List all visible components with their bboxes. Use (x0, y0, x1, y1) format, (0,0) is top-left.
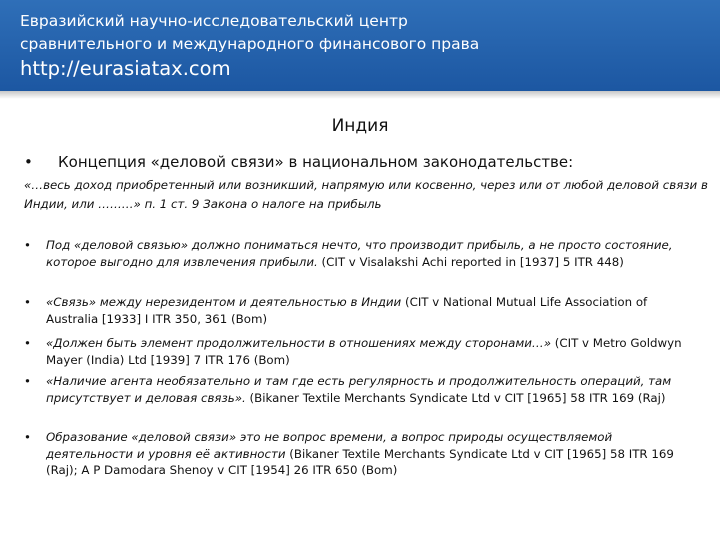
list-bullet: • (24, 336, 31, 350)
list-bullet: • (24, 238, 31, 252)
org-name-line-1: Евразийский научно-исследовательский центр (20, 12, 408, 30)
list-item-citation: (Bikaner Textile Merchants Syndicate Ltd v CIT [1965] 58 ITR 169 (Raj); A P Damodara Shenoy v CIT [1954] 26 ITR 650 (Bom) (46, 446, 674, 477)
list-bullet: • (24, 295, 31, 309)
list-item-citation: (Bikaner Textile Merchants Syndicate Ltd v CIT [1965] 58 ITR 169 (Raj) (245, 390, 666, 405)
list-item-italic: Образование «деловой связи» это не вопрос времени, а вопрос природы осуществляемой деятельности и уровня её активности (46, 430, 613, 461)
list-item-citation: (CIT v National Mutual Life Association of Australia [1933] I ITR 350, 361 (Bom) (46, 295, 648, 326)
website-url[interactable]: http://eurasiatax.com (20, 57, 231, 80)
list-item-italic: Под «деловой связью» должно пониматься нечто, что производит прибыль, а не просто состояние, которое выгодно для извлечения прибыли. (46, 238, 673, 269)
list-item-body (46, 429, 702, 479)
banner-shadow (0, 91, 720, 99)
list-item-citation: (CIT v Visalakshi Achi reported in [1937] 5 ITR 448) (317, 254, 624, 269)
list-item-italic: «Должен быть элемент продолжительности в отношениях между сторонами…» (46, 336, 552, 350)
list-item-italic: «Связь» между нерезидентом и деятельностью в Индии (46, 295, 402, 309)
list-bullet: • (24, 374, 31, 388)
list-item-body (46, 237, 702, 270)
org-name-line-2: сравнительного и международного финансового права (20, 35, 480, 53)
header-banner (0, 0, 720, 91)
list-item-italic: «Наличие агента необязательно и там где есть регулярность и продолжительность операций, там присутствует и деловая связь». (46, 374, 672, 405)
law-quote-text: «…весь доход приобретенный или возникший, напрямую или косвенно, через или от любой деловой связи в Индии, или ………» п. 1 ст. 9 Закона о налоге на прибыль (24, 178, 708, 211)
concept-heading (24, 153, 573, 171)
list-item-body (46, 294, 702, 327)
list-bullet: • (24, 430, 31, 444)
list-item-body (46, 335, 702, 368)
list-item-body (46, 373, 702, 406)
law-quote (24, 176, 714, 214)
concept-bullet: • (24, 153, 33, 171)
slide-title: Индия (331, 116, 389, 136)
concept-text: Концепция «деловой связи» в национальном законодательстве: (58, 153, 574, 171)
list-item-citation: (CIT v Metro Goldwyn Mayer (India) Ltd [1939] 7 ITR 176 (Bom) (46, 336, 682, 367)
